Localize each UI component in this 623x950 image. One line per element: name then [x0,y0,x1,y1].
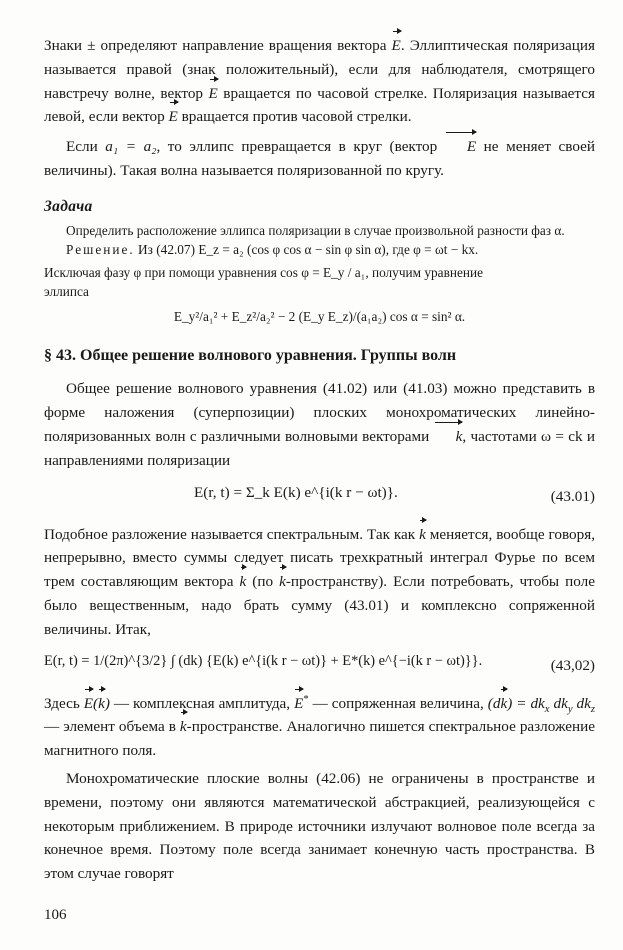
paragraph-amplitude: Здесь E(k) — комплексная амплитуда, E* — сопряженная величина, $(dk) = dk_x$ $dk_y$ $dk_z$ — элемент объема в k-пространстве. Аналогично пишется спектральное разложение магнитного поля. [44,693,595,760]
equation-43-02 [44,642,595,692]
paragraph-general-solution: Общее решение волнового уравнения (41.02) или (41.03) можно представить в форме наложения (суперпозиции) плоских монохроматических линейно-поляризованных волн с различными волновыми векторами k, частотами ω = ck и направлениями поляризации [44,380,596,469]
equation-43-02-number: (43,02) [550,656,595,674]
task-statement: Определить расположение эллипса поляризации в случае произвольной разности фаз α. [66,222,565,238]
page-number: 106 [44,907,67,923]
task-heading: Задача [44,197,93,215]
equation-43-01-number: (43.01) [550,487,595,505]
equation-43-01-formula: E(r, t) = Σ_k E(k) e^{i(k r − ωt)}. [194,483,398,501]
ellipse-equation: E_y²/a₁² + E_z²/a₂² − 2 (E_y E_z)/(a₁a₂) cos α = sin² α. [173,308,466,324]
task-solution-ellipse-word: эллипса [44,283,89,299]
equation-43-02-formula: E(r, t) = 1/(2π)^{3/2} ∫ (dk) {E(k) e^{i(k r − ωt)} + E*(k) e^{−i(k r − ωt)}}. [44,652,483,669]
section-title: § 43. Общее решение волнового уравнения. Группы волн [44,346,457,364]
equation-43-01 [44,473,595,523]
paragraph-monochromatic: Монохроматические плоские волны (42.06) не ограничены в пространстве и времени, поэтому они являются математической абстракцией, реализующейся с некоторым приближением. В природе источники излучают волновое поле всегда за конечное время. Поэтому поле всегда занимает конечную часть пространства. В этом случае говорят [44,769,595,883]
task-solution-cont: Исключая фазу φ при помощи уравнения cos φ = E_y / a₁, получим уравнение [44,264,484,280]
paragraph-polarization-direction: Знаки ± определяют направление вращения вектора E. Эллиптическая поляризация называется правой (знак положительный), если для наблюдателя, смотрящего навстречу волне, вектор E вращается по часовой стрелке. Поляризация называется левой, если вектор E вращается против часовой стрелки. [44,34,595,129]
paragraph-circular-polarization: Если a₁ = a₂, то эллипс превращается в круг (вектор E не меняет своей величины). Такая волна называется поляризованной по кругу. [44,135,595,183]
task-solution: Решение. Из (42.07) E_z = a₂ (cos φ cos α − sin φ sin α), где φ = ωt − kx. [66,241,479,257]
paragraph-spectral: Подобное разложение называется спектральным. Так как k меняется, вообще говоря, непрерывно, вместо суммы следует писать трехкратный интеграл Фурье по всем трем составляющим вектора k (по k-пространству). Если потребовать, чтобы поле было вещественным, надо брать сумму (43.01) и комплексно сопряженной величины. Итак, [44,523,595,642]
